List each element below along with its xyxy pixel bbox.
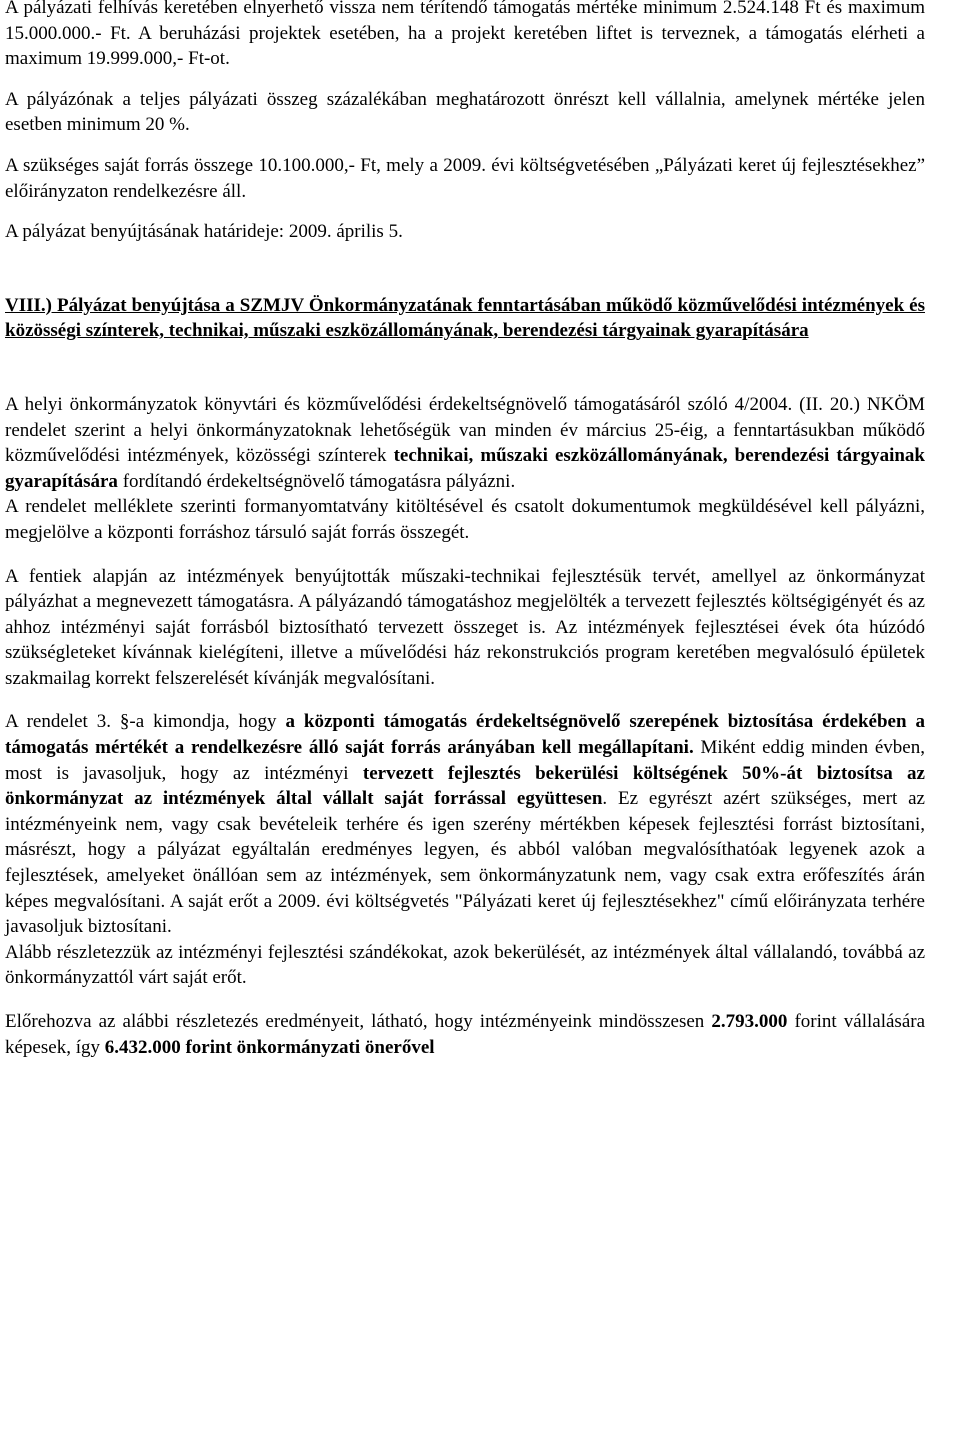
summary-text-a: Előrehozva az alábbi részletezés eredményeit, látható, hogy intézményeink mindösszesen [5, 1011, 712, 1032]
paragraph-form: A rendelet melléklete szerinti formanyomtatvány kitöltésével és csatolt dokumentumok megküldésével kell pályázni, megjelölve a központi forráshoz társuló saját forrás összegét. [5, 496, 925, 543]
summary-amount-institutions: 2.793.000 [711, 1011, 788, 1032]
regulation-text: A helyi önkormányzatok könyvtári és közművelődési érdekeltségnövelő támogatásáról szóló 4/2004. (II. 20.) NKÖM rendelet szerint a helyi önkormányzatoknak lehetőségük van minden év március 25-éig, a fenntartásukban működő közművelődési intézmények, közösségi színterek [5, 393, 925, 467]
article-bold-b: a központi támogatás érdekeltségnövelő szerepének biztosítása érdekében a támogatás mértékét a rendelkezésre álló saját forrás arányában kell megállapítani. [5, 711, 925, 759]
document-page [5, 0, 925, 1060]
paragraph-support-amount: A pályázati felhívás keretében elnyerhető vissza nem térítendő támogatás mértéke minimum 2.524.148 Ft és maximum 15.000.000.- Ft. A beruházási projektek esetében, ha a projekt keretében liftet is terveznek, a támogatás elérheti a maximum 19.999.000,- Ft-ot. [5, 0, 925, 70]
paragraph-deadline: A pályázat benyújtásának határideje: 2009. április 5. [5, 221, 403, 243]
paragraph-regulation-article [5, 709, 925, 939]
article-bold-d: tervezett fejlesztés bekerülési költségének 50%-át biztosítsa az önkormányzat az intézmények által vállalt saját forrással együttesen [5, 762, 925, 810]
section-heading: VIII.) Pályázat benyújtása a SZMJV Önkormányzatának fenntartásában működő közművelődési intézmények és közösségi színterek, technikai, műszaki eszközállományának, berendezési tárgyainak gyarapítására [5, 294, 925, 342]
paragraph-own-contribution: A pályázónak a teljes pályázati összeg százalékában meghatározott önrészt kell vállalnia, amelynek mértéke jelen esetben minimum 20 %. [5, 88, 925, 136]
paragraph-details: Alább részletezzük az intézményi fejlesztési szándékokat, azok bekerülését, az intézmények által vállalandó, továbbá az önkormányzattól várt saját erőt. [5, 941, 925, 989]
article-text-e: . Ez egyrészt azért szükséges, mert az intézményeink nem, vagy csak bevételeik terhére és igen szerény mértékben képesek fejlesztési forrást biztosítani, másrészt, hogy a pályázat egyáltalán eredményes legyen, és abból valóban megvalósíthatóak legyenek azok a fejlesztések, amelyeket önállóan sem az intézmények, sem önkormányzatunk nem, vagy csak extra erőfeszítés árán képes megvalósítani. A saját erőt a 2009. évi költségvetés "Pályázati keret új fejlesztésekhez" című előirányzata terhére javasoljuk biztosítani. [5, 788, 925, 938]
paragraph-own-source: A szükséges saját forrás összege 10.100.000,- Ft, mely a 2009. évi költségvetésében „Pályázati keret új fejlesztésekhez” előirányzaton rendelkezésre áll. [5, 154, 925, 202]
summary-amount-municipality: 6.432.000 forint önkormányzati önerővel [104, 1036, 435, 1058]
paragraph-summary [5, 1009, 925, 1060]
summary-text-c: forint vállalására képesek, így [5, 1011, 926, 1058]
article-text-a: A rendelet 3. §-a kimondja, hogy [5, 711, 286, 733]
regulation-text-end: fordítandó érdekeltségnövelő támogatásra pályázni. [117, 470, 516, 492]
regulation-bold-text: technikai, műszaki eszközállományának, berendezési tárgyainak gyarapítására [5, 445, 925, 492]
paragraph-regulation [5, 392, 925, 494]
article-text-c: Miként eddig minden évben, most is javasoljuk, hogy az intézményi [5, 737, 925, 784]
paragraph-institutions: A fentiek alapján az intézmények benyújtották műszaki-technikai fejlesztésük tervét, amellyel az önkormányzat pályázhat a megnevezett támogatásra. A pályázandó támogatáshoz megjelölték a tervezett fejlesztés költségigényét és az ahhoz intézményi saját forrásból biztosítható tervezett összeget is. Az intézmények fejlesztései évek óta húzódó szükségleteket kívánnak kielégíteni, illetve a művelődési ház rekonstrukciós program keretében megvalósuló épületek szakmailag korrekt felszerelését kívánják megvalósítani. [5, 565, 925, 689]
